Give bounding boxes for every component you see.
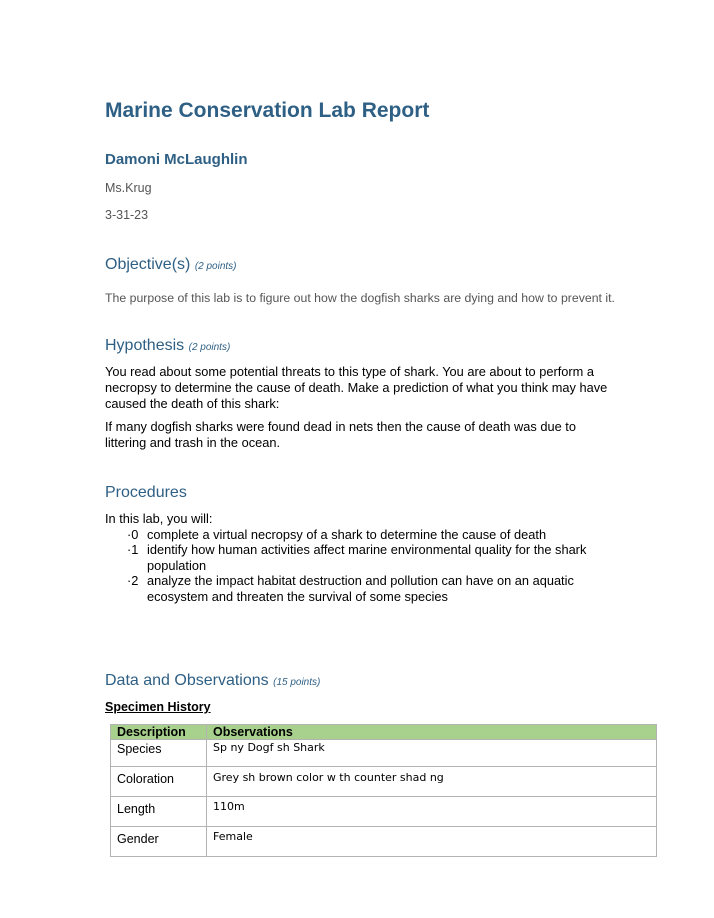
list-item-number: ·0 bbox=[127, 526, 139, 542]
procedures-heading-text: Procedures bbox=[105, 484, 187, 501]
report-date: 3-31-23 bbox=[105, 208, 149, 222]
table-cell-description: Coloration bbox=[111, 767, 207, 797]
list-item bbox=[105, 542, 615, 573]
table-cell-description: Length bbox=[111, 797, 207, 827]
hypothesis-prompt: You read about some potential threats to this type of shark. You are about to perform a necropsy to determine the cause of death. Make a prediction of what you think may have caused the death of this shark: bbox=[105, 364, 608, 411]
table-cell-observation: Grey sh brown color w th counter shad ng bbox=[207, 767, 657, 797]
table-cell-description: Species bbox=[111, 740, 207, 767]
list-item-text: identify how human activities affect marine environmental quality for the shark population bbox=[147, 542, 587, 573]
list-item bbox=[105, 573, 615, 604]
procedures-heading bbox=[105, 484, 187, 502]
teacher-name: Ms.Krug bbox=[105, 181, 152, 195]
table-cell-observation: 110m bbox=[207, 797, 657, 827]
author-name: Damoni McLaughlin bbox=[105, 151, 248, 168]
objective-heading-text: Objective(s) bbox=[105, 256, 191, 273]
data-points: (15 points) bbox=[273, 677, 321, 688]
list-item-number: ·1 bbox=[127, 542, 139, 557]
objective-points: (2 points) bbox=[194, 261, 237, 272]
data-heading-text: Data and Observations bbox=[105, 672, 269, 689]
column-header-observations: Observations bbox=[207, 725, 657, 740]
report-title: Marine Conservation Lab Report bbox=[105, 99, 430, 122]
table-row bbox=[111, 740, 657, 767]
table-row bbox=[111, 827, 657, 857]
column-header-description: Description bbox=[111, 725, 207, 740]
table-row bbox=[111, 797, 657, 827]
list-item-number: ·2 bbox=[127, 573, 139, 588]
table-cell-observation: Female bbox=[207, 827, 657, 857]
hypothesis-heading bbox=[105, 337, 230, 355]
objective-text: The purpose of this lab is to figure out how the dogfish sharks are dying and how to prevent it. bbox=[105, 291, 615, 305]
table-cell-description: Gender bbox=[111, 827, 207, 857]
table-row bbox=[111, 767, 657, 797]
specimen-history-heading: Specimen History bbox=[105, 700, 211, 714]
hypothesis-heading-text: Hypothesis bbox=[105, 337, 185, 354]
procedures-intro: In this lab, you will: bbox=[105, 511, 213, 526]
procedures-list bbox=[105, 511, 615, 604]
list-item bbox=[105, 527, 615, 543]
data-heading bbox=[105, 672, 320, 690]
table-cell-observation: Sp ny Dogf sh Shark bbox=[207, 740, 657, 767]
list-item-text: analyze the impact habitat destruction and pollution can have on an aquatic ecosystem and threaten the survival of some species bbox=[147, 573, 574, 604]
specimen-table bbox=[110, 724, 657, 857]
hypothesis-answer: If many dogfish sharks were found dead in nets then the cause of death was due to littering and trash in the ocean. bbox=[105, 419, 576, 450]
list-item-text: complete a virtual necropsy of a shark to determine the cause of death bbox=[147, 526, 547, 542]
hypothesis-points: (2 points) bbox=[188, 342, 231, 353]
objective-heading bbox=[105, 256, 237, 274]
table-header-row bbox=[111, 725, 657, 740]
